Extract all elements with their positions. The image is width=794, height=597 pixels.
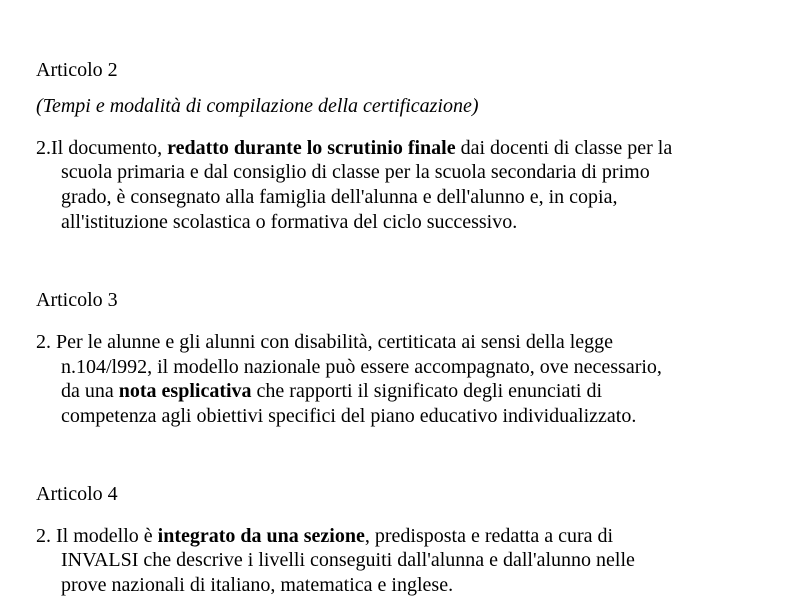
text-segment: da una bbox=[61, 380, 119, 402]
article-4-paragraph-line-3: prove nazionali di italiano, matematica e inglese. bbox=[61, 574, 454, 596]
article-2-paragraph-line-1 bbox=[36, 136, 672, 160]
article-4-heading: Articolo 4 bbox=[36, 483, 118, 505]
text-segment: dai docenti di classe per la bbox=[455, 137, 673, 159]
article-2-paragraph-line-4: all'istituzione scolastica o formativa del ciclo successivo. bbox=[61, 211, 518, 233]
text-segment: , predisposta e redatta a cura di bbox=[364, 525, 614, 547]
article-3-paragraph-line-2: n.104/l992, il modello nazionale può essere accompagnato, ove necessario, bbox=[61, 356, 662, 378]
article-3-heading: Articolo 3 bbox=[36, 289, 118, 311]
text-segment: 2.Il documento, bbox=[36, 137, 168, 159]
text-segment: che rapporti il significato degli enunciati di bbox=[251, 380, 602, 402]
article-3-paragraph-line-4: competenza agli obiettivi specifici del piano educativo individualizzato. bbox=[61, 405, 637, 427]
article-3-paragraph-line-3 bbox=[61, 379, 602, 403]
bold-text-segment: redatto durante lo scrutinio finale bbox=[167, 137, 456, 159]
bold-text-segment: nota esplicativa bbox=[118, 380, 252, 402]
article-2-heading: Articolo 2 bbox=[36, 59, 118, 81]
text-segment: 2. Il modello è bbox=[36, 525, 158, 547]
article-4-paragraph-line-1 bbox=[36, 524, 613, 548]
article-2-paragraph-line-3: grado, è consegnato alla famiglia dell'alunna e dell'alunno e, in copia, bbox=[61, 186, 618, 208]
article-4-paragraph-line-2: INVALSI che descrive i livelli conseguiti dall'alunna e dall'alunno nelle bbox=[61, 549, 635, 571]
article-3-paragraph-line-1: 2. Per le alunne e gli alunni con disabilità, certiticata ai sensi della legge bbox=[36, 331, 614, 353]
bold-text-segment: integrato da una sezione bbox=[157, 525, 365, 547]
article-2-paragraph-line-2: scuola primaria e dal consiglio di classe per la scuola secondaria di primo bbox=[61, 161, 650, 183]
article-2-subheading: (Tempi e modalità di compilazione della certificazione) bbox=[36, 95, 479, 117]
